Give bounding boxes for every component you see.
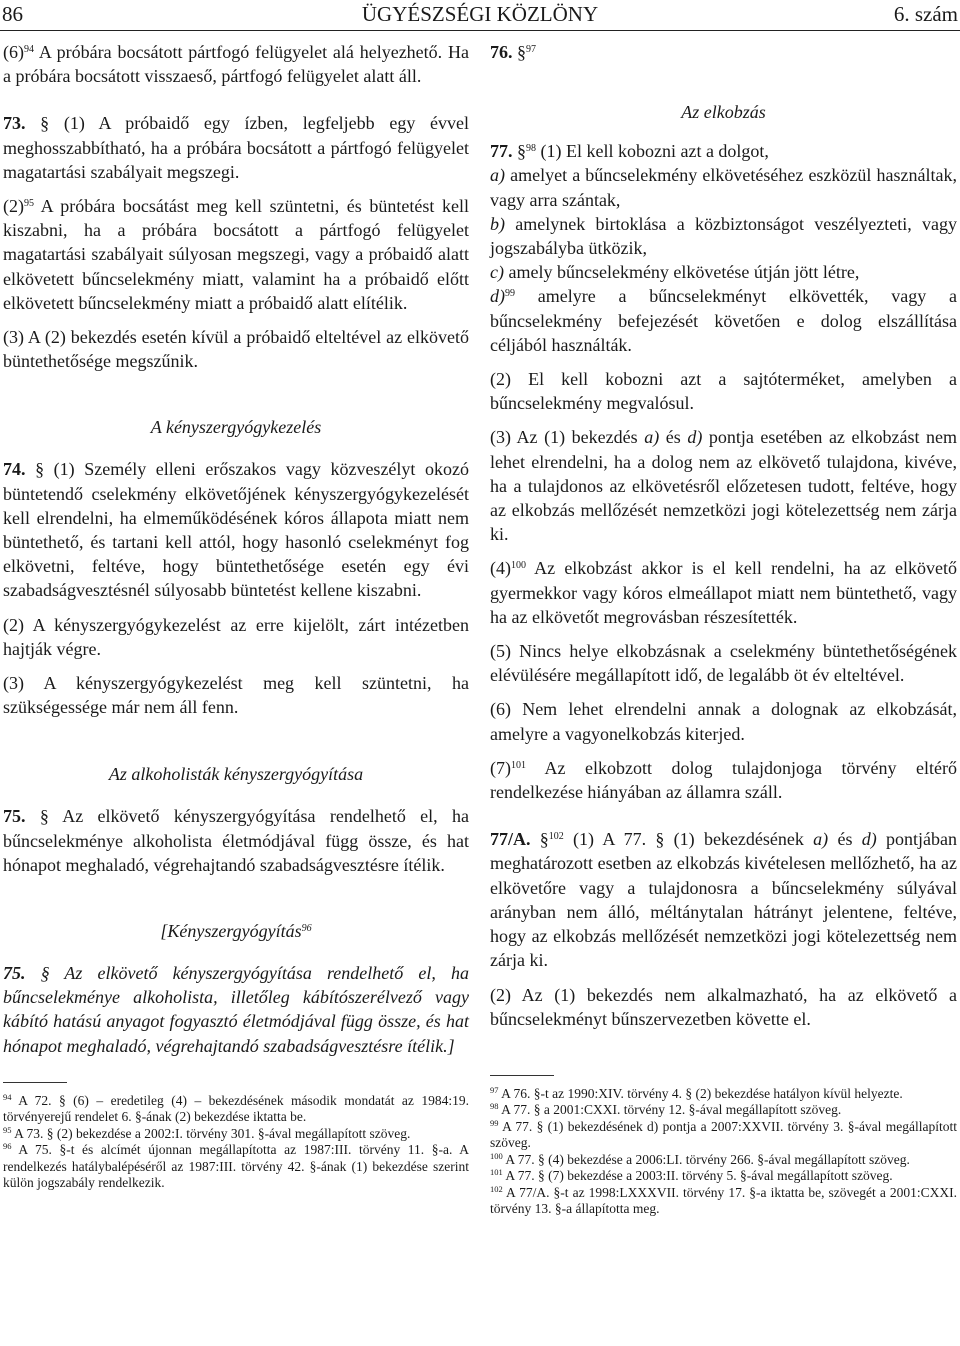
footnote-94: $^{94}$ A 72. § (6) – eredetileg (4) – bekezdésének második mondatát az 1984:19. törvényerejű rendelet 6. §-ának (2) bekezdése iktatta be. [3,1091,469,1125]
heading-kenyszergyogykezeles: A kényszergyógykezelés [150,417,322,438]
paragraph-74-3: (3) A kényszergyógykezelést meg kell szüntetni, ha szükségessége már nem áll fenn. [3,673,469,718]
section-77a: 77/A. §$^{102}$ (1) A 77. § (1) bekezdésének a) és d) pontjában meghatározott esetben az elkobzás kivételesen mellőzhető, ha az elkövetőre vagy a tulajdonosra a bűncselekmény súlyával arányban nem álló, méltánytalan hátrányt jelentene, feltéve, hogy az elkobzás mellőzését nemzetközi jogi kötelezettség nem zárja ki. [490,829,957,971]
heading-elkobzas: Az elkobzás [681,102,766,123]
point-77-b: b) amelynek birtoklása a közbiztonságot veszélyezteti, vagy jogszabályba ütközik, [490,213,957,259]
footnote-rule [490,1075,554,1076]
paragraph-77-5: (5) Nincs helye elkobzásnak a cselekmény büntethetőségének elévülésére megállapított idő, de legalább öt év elteltével. [490,641,957,686]
footnotes-right [490,1086,957,1218]
heading-alkoholistak: Az alkoholisták kényszergyógyítása [108,764,364,785]
paragraph-77-2: (2) El kell kobozni azt a sajtóterméket, amelyben a bűncselekmény megvalósul. [490,369,957,414]
point-77-c: c) amely bűncselekmény elkövetése útján jött létre, [490,262,860,283]
section-77: 77. §$^{98}$ (1) El kell kobozni azt a dolgot, [490,141,769,162]
section-76: 76. §$^{97}$ [490,42,536,62]
paragraph-74-2: (2) A kényszergyógykezelést az erre kijelölt, zárt intézetben hajtják végre. [3,614,469,659]
footnote-102: $^{102}$ A 77/A. §-t az 1998:LXXXVII. törvény 17. §-a iktatta be, szövegét a 2001:CXXI. törvény 13. §-a állapította meg. [490,1183,957,1217]
point-77-a: a) amelyet a bűncselekmény elkövetéséhez eszközül használtak, vagy arra szántak, [490,165,957,210]
paragraph-72-6: $(6)^{94}$ A próbára bocsátott pártfogó felügyelet alá helyezhető. Ha a próbára bocsátott visszaeső, pártfogó felügyelet alatt áll. [3,42,469,87]
footnote-95: $^{95}$ A 73. § (2) bekezdése a 2002:I. törvény 301. §-ával megállapított szöveg. [3,1124,411,1141]
paragraph-73-2: $(2)^{95}$ A próbára bocsátást meg kell szüntetni, és büntetést kell kiszabni, ha a próbára bocsátott a pártfogó felügyelet magatartási szabályait súlyosan megszegi, vagy a próbaidő alatt elkövetett bűncselekmény miatt, valamint ha a próbaidő előtt elkövetett bűncselekmény miatt a próbaidő alatt elítélik. [3,196,469,313]
footnote-97: $^{97}$ A 76. §-t az 1990:XIV. törvény 4. § (2) bekezdése hatályon kívül helyezte. [490,1084,903,1101]
paragraph-77-6: (6) Nem lehet elrendelni annak a dolognak az elkobzását, amelyre a vagyonelkobzás kiterjed. [490,699,957,744]
heading-kenyszergyogyitas: [Kényszergyógyítás$^{96}$ [160,921,312,942]
left-column [3,40,469,1192]
journal-title: ÜGYÉSZSÉGI KÖZLÖNY [361,2,599,26]
footnotes-left [3,1093,469,1192]
section-73: 73. § (1) A próbaidő egy ízben, legfeljebb egy évvel meghosszabbítható, ha a próbára bocsátott a pártfogó felügyelet magatartási szabályait megszegi. [3,113,469,182]
point-77-d: d)$^{99}$ amelyre a bűncselekményt elkövették, vagy a bűncselekmény befejezését követően e dolog elszállítása céljából használták. [490,286,957,355]
paragraph-77-7: $(7)^{101}$ Az elkobzott dolog tulajdonjoga törvény eltérő rendelkezése hiányában az államra száll. [490,757,957,803]
footnote-rule [3,1082,67,1083]
issue-number: 6. szám [893,2,958,26]
footnote-96: $^{96}$ A 75. §-t és alcímét újonnan megállapította az 1987:III. törvény 11. §-a. A rendelkezés hatálybalépéséről az 1987:III. törvény 42. §-ának (1) bekezdése szerint külön jogszabály rendelkezik. [3,1141,469,1191]
paragraph-77-3: (3) Az (1) bekezdés a) és d) pontja esetében az elkobzást nem lehet elrendelni, ha a dolog nem az elkövető tulajdona, kivéve, ha a tulajdonos az elkövetésről előzetesen tudott, feltéve, hogy az elkobzás mellőzését nemzetközi jogi kötelezettség nem zárja ki. [490,427,958,545]
page-number: 86 [2,2,23,26]
section-75-old: 75. § Az elkövető kényszergyógyítása rendelhető el, ha bűncselekménye alkoholista, illetőleg kábítószerélvező vagy kábító hatású anyagot fogyasztó életmódjával függ össze, és hat hónapot meghaladó, végrehajtandó szabadságvesztésre ítélik.] [3,963,469,1056]
section-75: 75. § Az elkövető kényszergyógyítása rendelhető el, ha bűncselekménye alkoholista életmódjával függ össze, és hat hónapot meghaladó, végrehajtandó szabadságvesztésre ítélik. [3,806,469,875]
footnote-98: $^{98}$ A 77. § a 2001:CXXI. törvény 12. §-ával megállapított szöveg. [490,1101,842,1118]
paragraph-73-3: (3) A (2) bekezdés esetén kívül a próbaidő elteltével az elkövető büntethetősége megszűnik. [3,327,469,372]
right-column [490,40,957,1218]
page-header [0,0,960,31]
footnote-99: $^{99}$ A 77. § (1) bekezdésének d) pontja a 2007:XXVII. törvény 3. §-ával megállapított szöveg. [490,1117,957,1151]
paragraph-77-4: $(4)^{100}$ Az elkobzást akkor is el kell rendelni, ha az elkövető gyermekkor vagy kóros elmeállapot miatt nem büntethető, vagy ha az elkövetőt megrovásban részesítették. [490,558,957,627]
footnote-100: $^{100}$ A 77. § (4) bekezdése a 2006:LI. törvény 266. §-ával megállapított szöveg. [490,1150,910,1167]
section-74: 74. § (1) Személy elleni erőszakos vagy közveszélyt okozó büntetendő cselekmény elkövetőjének kényszergyógykezelését kell elrendelni, ha elmeműködésének kóros állapota miatt nem büntethető, és tartani kell attól, hogy hasonló cselekményt fog elkövetni, feltéve, hogy büntethetősége esetén egy évi szabadságvesztésnél súlyosabb büntetést kellene kiszabni. [3,459,469,601]
footnote-101: $^{101}$ A 77. § (7) bekezdése a 2003:II. törvény 5. §-ával megállapított szöveg. [490,1167,893,1184]
paragraph-77a-2: (2) Az (1) bekezdés nem alkalmazható, ha az elkövető a bűncselekményt bűnszervezetben követte el. [490,984,957,1029]
